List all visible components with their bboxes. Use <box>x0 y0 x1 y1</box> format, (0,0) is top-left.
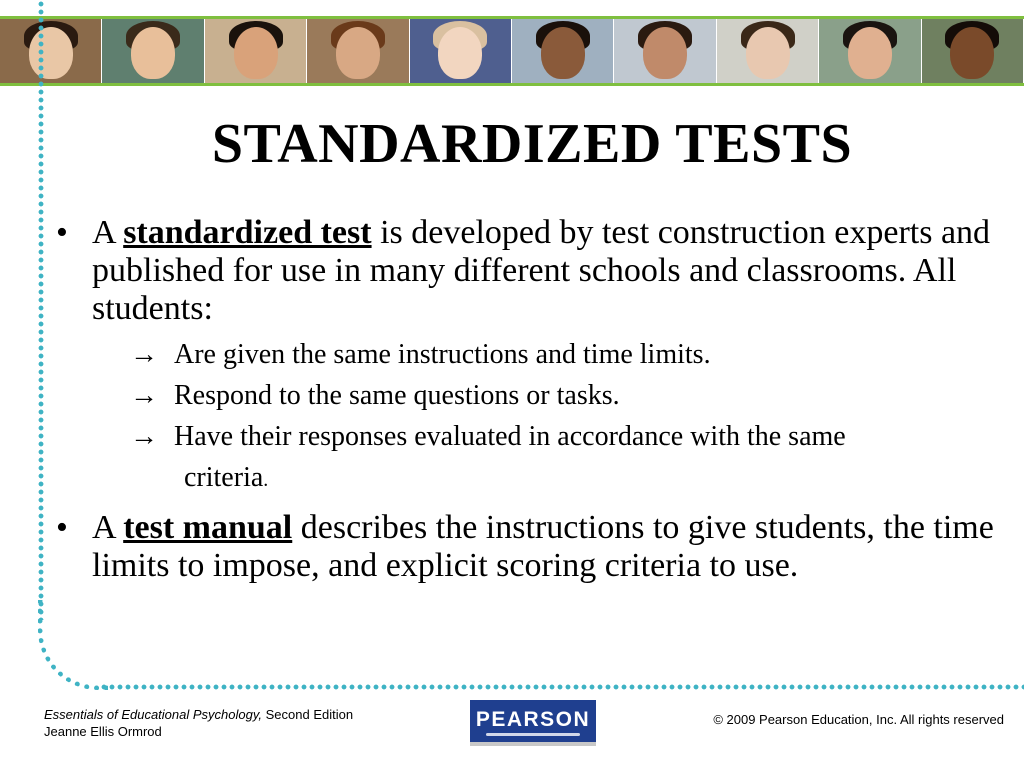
book-title: Essentials of Educational Psychology, <box>44 707 262 722</box>
face-shape <box>234 27 278 79</box>
face-shape <box>336 27 380 79</box>
footer-citation <box>44 706 353 740</box>
slide-content <box>56 214 1016 585</box>
logo-text: PEARSON <box>475 708 591 731</box>
sub-bullet-text: Are given the same instructions and time limits. <box>174 339 711 370</box>
bullet-prefix: A <box>92 509 124 546</box>
child-photo <box>614 19 716 83</box>
face-shape <box>848 27 892 79</box>
child-photo <box>205 19 307 83</box>
face-shape <box>746 27 790 79</box>
dotted-frame-left <box>38 0 44 620</box>
child-photo <box>717 19 819 83</box>
bullet-text: describes the instructions to give students, the time limits to impose, and explicit scoring criteria to use. <box>92 509 994 584</box>
dotted-frame-bottom <box>100 684 1024 690</box>
term-test-manual: test manual <box>123 509 293 546</box>
face-shape <box>29 27 73 79</box>
dotted-frame-corner <box>38 600 108 690</box>
sub-bullet <box>130 416 1016 501</box>
book-author: Jeanne Ellis Ormrod <box>44 724 162 739</box>
pearson-logo <box>470 700 596 746</box>
bullet-standardized-test <box>56 214 1016 328</box>
bullet-dot-icon: • <box>56 509 68 546</box>
child-photo <box>410 19 512 83</box>
term-standardized-test: standardized test <box>123 214 372 251</box>
child-photo <box>102 19 204 83</box>
child-photo <box>0 19 102 83</box>
face-shape <box>950 27 994 79</box>
sub-bullet-text: Have their responses evaluated in accordance with the same <box>174 421 846 452</box>
child-photo <box>922 19 1024 83</box>
sub-bullet <box>130 334 1016 375</box>
bullet-test-manual <box>56 509 1016 585</box>
sub-bullet-continuation <box>174 457 1016 501</box>
bullet-dot-icon: • <box>56 214 68 251</box>
sub-bullet <box>130 375 1016 416</box>
logo-swoosh-icon <box>486 733 580 736</box>
sub-bullet-cont-text: criteria <box>184 462 264 493</box>
face-shape <box>643 27 687 79</box>
photo-banner <box>0 16 1024 86</box>
face-shape <box>541 27 585 79</box>
bullet-text: is developed by test construction experts and published for use in many different schools and classrooms. All students: <box>92 214 991 327</box>
child-photo <box>819 19 921 83</box>
book-edition: Second Edition <box>262 707 354 722</box>
period: . <box>263 469 269 491</box>
arrow-right-icon: → <box>130 380 158 411</box>
child-photo <box>512 19 614 83</box>
sub-bullet-text: Respond to the same questions or tasks. <box>174 380 620 411</box>
bullet-prefix: A <box>92 214 124 251</box>
sub-bullet-list <box>56 334 1016 501</box>
face-shape <box>438 27 482 79</box>
arrow-right-icon: → <box>130 339 158 370</box>
book-line <box>44 706 353 723</box>
arrow-right-icon: → <box>130 421 158 452</box>
slide-title: STANDARDIZED TESTS <box>211 113 853 175</box>
copyright-notice: © 2009 Pearson Education, Inc. All rights reserved <box>713 712 1004 727</box>
face-shape <box>131 27 175 79</box>
child-photo <box>307 19 409 83</box>
